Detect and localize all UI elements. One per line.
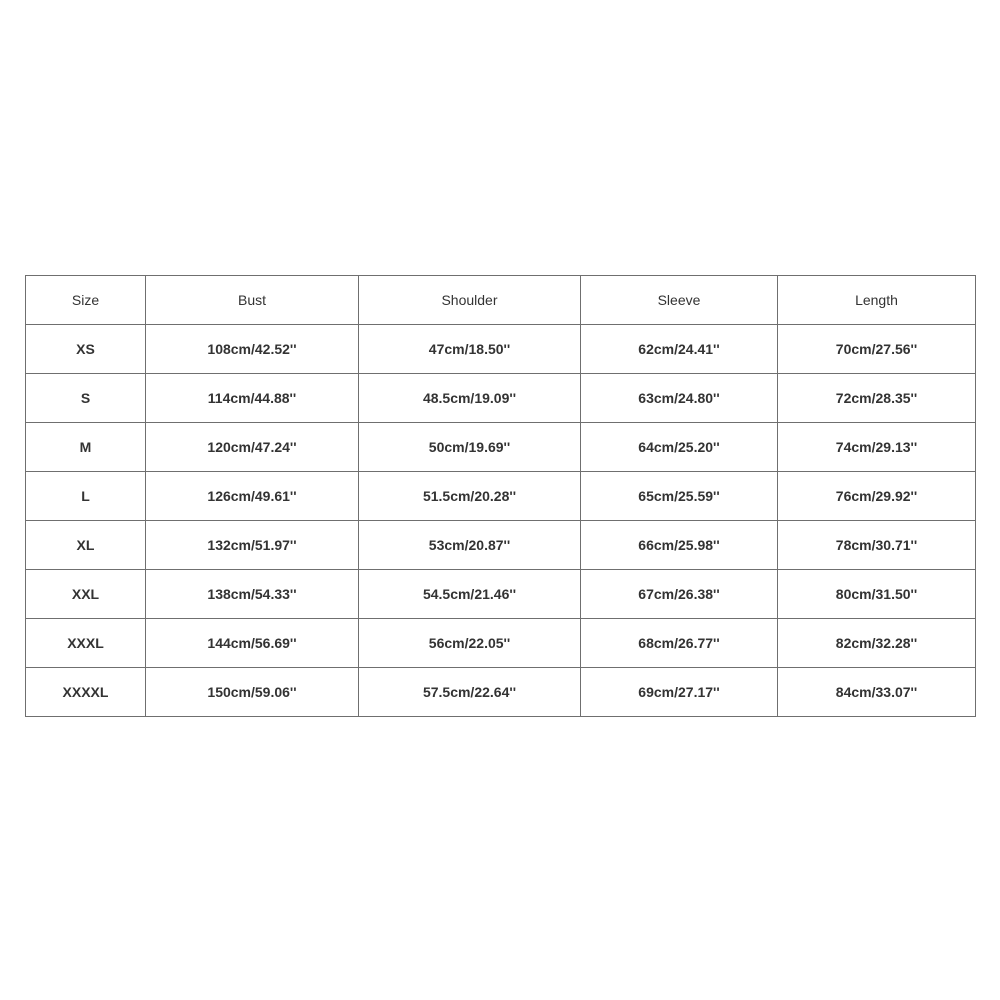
header-bust: Bust [146,276,359,325]
cell-length: 80cm/31.50'' [778,570,976,619]
cell-shoulder: 51.5cm/20.28'' [359,472,581,521]
cell-size: L [26,472,146,521]
header-size: Size [26,276,146,325]
cell-sleeve: 69cm/27.17'' [581,668,778,717]
header-sleeve: Sleeve [581,276,778,325]
cell-length: 72cm/28.35'' [778,374,976,423]
cell-sleeve: 65cm/25.59'' [581,472,778,521]
table-row [26,570,976,619]
table-row [26,521,976,570]
cell-bust: 144cm/56.69'' [146,619,359,668]
cell-size: XXL [26,570,146,619]
cell-bust: 126cm/49.61'' [146,472,359,521]
table-row [26,423,976,472]
table-row [26,325,976,374]
header-row [26,276,976,325]
cell-bust: 132cm/51.97'' [146,521,359,570]
cell-sleeve: 68cm/26.77'' [581,619,778,668]
size-chart-table [25,275,976,717]
table-row [26,472,976,521]
table-row [26,668,976,717]
cell-shoulder: 56cm/22.05'' [359,619,581,668]
cell-sleeve: 66cm/25.98'' [581,521,778,570]
header-length: Length [778,276,976,325]
cell-sleeve: 64cm/25.20'' [581,423,778,472]
cell-size: S [26,374,146,423]
cell-shoulder: 54.5cm/21.46'' [359,570,581,619]
cell-shoulder: 57.5cm/22.64'' [359,668,581,717]
cell-sleeve: 67cm/26.38'' [581,570,778,619]
table-row [26,374,976,423]
size-chart-body [26,325,976,717]
cell-sleeve: 62cm/24.41'' [581,325,778,374]
cell-length: 74cm/29.13'' [778,423,976,472]
cell-length: 76cm/29.92'' [778,472,976,521]
cell-size: XL [26,521,146,570]
cell-size: XXXXL [26,668,146,717]
cell-size: XXXL [26,619,146,668]
header-shoulder: Shoulder [359,276,581,325]
cell-shoulder: 50cm/19.69'' [359,423,581,472]
cell-sleeve: 63cm/24.80'' [581,374,778,423]
table-row [26,619,976,668]
cell-shoulder: 48.5cm/19.09'' [359,374,581,423]
cell-length: 84cm/33.07'' [778,668,976,717]
cell-length: 78cm/30.71'' [778,521,976,570]
cell-bust: 150cm/59.06'' [146,668,359,717]
cell-size: M [26,423,146,472]
cell-length: 82cm/32.28'' [778,619,976,668]
cell-bust: 120cm/47.24'' [146,423,359,472]
cell-shoulder: 47cm/18.50'' [359,325,581,374]
cell-shoulder: 53cm/20.87'' [359,521,581,570]
cell-size: XS [26,325,146,374]
cell-bust: 108cm/42.52'' [146,325,359,374]
cell-bust: 114cm/44.88'' [146,374,359,423]
cell-bust: 138cm/54.33'' [146,570,359,619]
cell-length: 70cm/27.56'' [778,325,976,374]
